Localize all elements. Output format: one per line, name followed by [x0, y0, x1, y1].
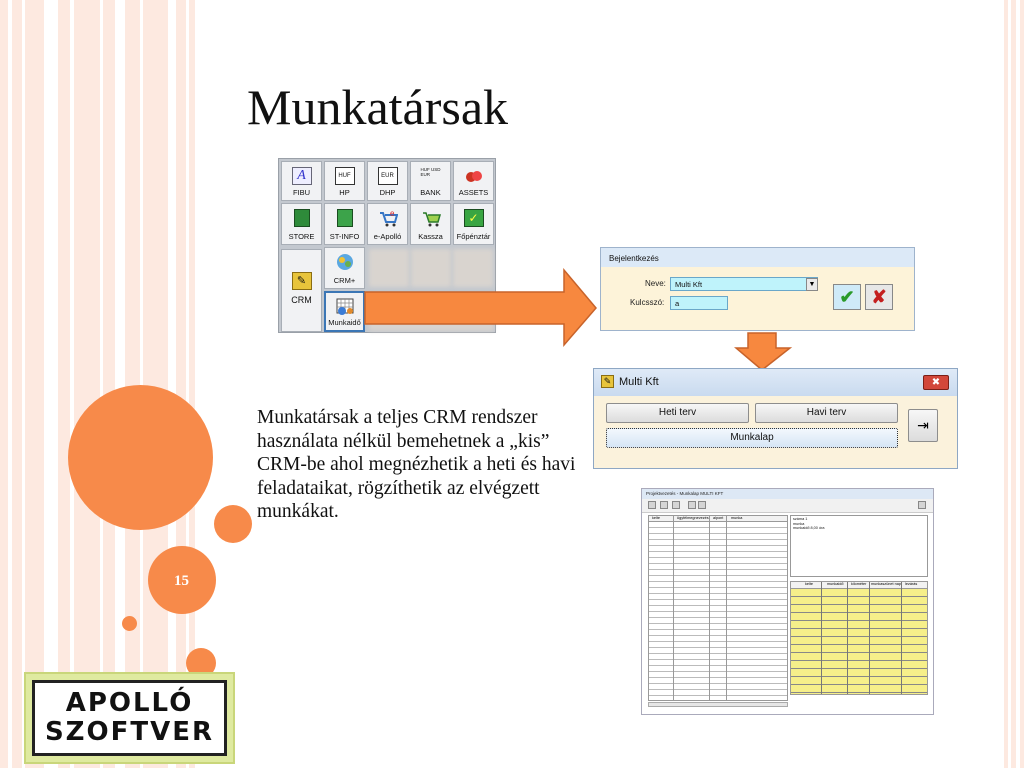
crm-icon: ✎ — [292, 272, 312, 290]
weekly-plan-button[interactable]: Heti terv — [606, 403, 749, 423]
bank-icon: HUF USD EUR — [420, 167, 441, 177]
decor-circle-small — [122, 616, 137, 631]
module-dhp[interactable]: EUR DHP — [367, 161, 408, 201]
fibu-icon: A — [292, 167, 312, 185]
print-icon[interactable] — [698, 501, 706, 509]
cart-icon — [378, 209, 398, 227]
st-info-icon — [337, 209, 353, 227]
cancel-button[interactable]: ✘ — [865, 284, 893, 310]
logo-line-2: SZOFTVER — [44, 717, 215, 747]
ok-button[interactable]: ✔ — [833, 284, 861, 310]
module-bank[interactable]: HUF USD EUR BANK — [410, 161, 451, 201]
dhp-icon: EUR — [378, 167, 398, 185]
slide-body-text: Munkatársak a teljes CRM rendszer használata nélkül bemehetnek a „kis” CRM-be ahol megnézhetik a heti és havi feladataikat, rögzíthetik az elvégzett munkákat. — [257, 407, 576, 522]
horizontal-scrollbar[interactable] — [648, 702, 788, 707]
new-icon[interactable] — [648, 501, 656, 509]
assets-icon — [464, 167, 484, 185]
monthly-plan-button[interactable]: Havi terv — [755, 403, 898, 423]
module-crm-plus[interactable]: CRM+ — [324, 247, 365, 289]
module-e-apollo[interactable]: e e-Apolló — [367, 203, 408, 245]
worksheet-info-panel: száma 1 munka munkaidő 8,00 óra — [790, 515, 928, 577]
edit-icon[interactable] — [660, 501, 668, 509]
login-dialog — [600, 247, 915, 331]
module-kassza[interactable]: Kassza — [410, 203, 451, 245]
module-fibu[interactable]: A FIBU — [281, 161, 322, 201]
worksheet-toolbar — [642, 499, 933, 513]
multi-kft-window — [593, 368, 958, 469]
arrow-right-icon — [364, 268, 598, 348]
module-st-info[interactable]: ST-INFO — [324, 203, 365, 245]
chevron-down-icon[interactable]: ▼ — [806, 278, 818, 291]
worksheet-table[interactable] — [648, 515, 788, 701]
name-field[interactable]: Multi Kft — [670, 277, 818, 291]
check-icon: ✓ — [464, 209, 484, 227]
module-crm[interactable]: ✎ CRM — [281, 249, 322, 332]
crm-plus-icon — [335, 253, 355, 271]
right-decoration — [1004, 0, 1024, 768]
app-icon: ✎ — [601, 375, 614, 388]
store-icon — [294, 209, 310, 227]
exit-icon[interactable] — [918, 501, 926, 509]
window-title: Multi Kft — [619, 376, 659, 388]
filter-icon[interactable] — [688, 501, 696, 509]
worksheet-title: Projektvezetés - Munkalap MULTI KFT — [642, 489, 933, 499]
page-title: Munkatársak — [247, 79, 509, 135]
module-store[interactable]: STORE — [281, 203, 322, 245]
worksheet-window — [641, 488, 934, 715]
key-field[interactable]: a — [670, 296, 728, 310]
decor-circle-medium — [214, 505, 252, 543]
cart-icon-2 — [421, 209, 441, 227]
key-label: Kulcsszó: — [630, 298, 665, 307]
window-titlebar — [594, 369, 957, 396]
page-number: 15 — [174, 573, 189, 589]
close-icon[interactable]: ✖ — [923, 375, 949, 390]
module-munkaido[interactable]: Munkaidő — [324, 291, 365, 332]
login-dialog-title: Bejelentkezés — [601, 248, 914, 267]
name-label: Neve: — [645, 279, 666, 288]
apollo-logo — [24, 672, 235, 764]
arrow-down-icon — [734, 332, 794, 372]
left-decoration — [0, 0, 195, 768]
table-header: kelte munkaidő kilométer munkaszünet nap lezárás — [791, 582, 927, 589]
module-assets[interactable]: ASSETS — [453, 161, 494, 201]
calendar-clock-icon — [335, 298, 355, 316]
table-header: kelte ügyfélmegnevezés alpont munka — [649, 516, 787, 522]
svg-text:e: e — [389, 209, 394, 218]
module-fopenztar[interactable]: ✓ Főpénztár — [453, 203, 494, 245]
hp-icon: HUF — [335, 167, 355, 185]
exit-icon[interactable]: ⇥ — [908, 409, 938, 442]
logo-line-1: APOLLÓ — [65, 688, 194, 718]
worksheet-button[interactable]: Munkalap — [606, 428, 898, 448]
delete-icon[interactable] — [672, 501, 680, 509]
worksheet-yellow-table[interactable] — [790, 581, 928, 695]
module-hp[interactable]: HUF HP — [324, 161, 365, 201]
decor-circle-large — [68, 385, 213, 530]
